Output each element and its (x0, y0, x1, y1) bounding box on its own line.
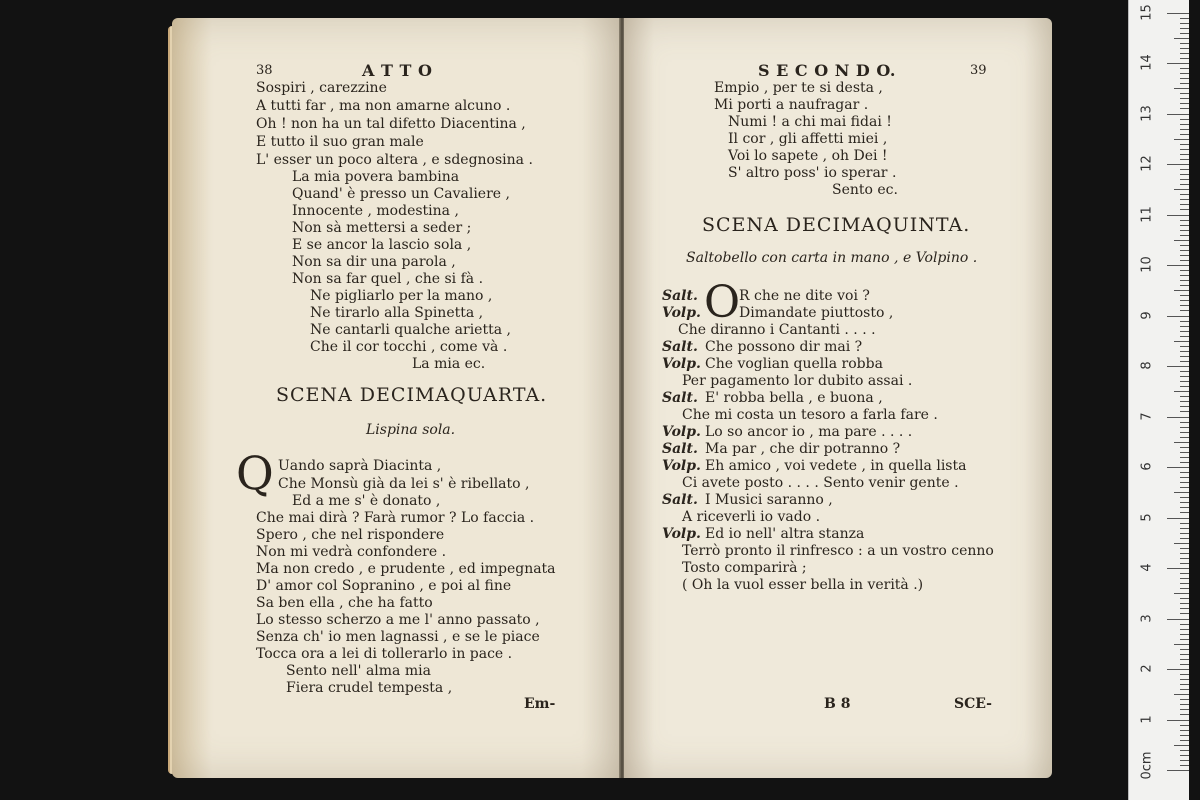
ruler-tick (1180, 548, 1189, 549)
left-line-4: E tutto il suo gran male (256, 134, 424, 150)
ruler-tick (1180, 482, 1189, 483)
ruler-tick (1174, 745, 1189, 746)
ruler-tick (1180, 68, 1189, 69)
ruler-number: 13 (1139, 104, 1155, 122)
dialogue-line (682, 577, 923, 594)
ruler-tick (1180, 149, 1189, 150)
ruler-tick (1167, 63, 1189, 64)
ruler-tick (1180, 603, 1189, 604)
ruler-number: 9 (1139, 310, 1155, 320)
ruler-tick (1167, 316, 1189, 317)
ruler-tick (1180, 709, 1189, 710)
ruler-tick (1167, 114, 1189, 115)
dialogue-text: Ed io nell' altra stanza (705, 526, 865, 542)
left-line-16: Che il cor tocchi , come và . (310, 339, 508, 355)
ruler-tick (1174, 593, 1189, 594)
ruler-number: 15 (1139, 3, 1155, 21)
drop-cap-q: Q (236, 446, 274, 500)
dialogue-text: Tosto comparirà ; (682, 560, 807, 576)
left-page-number: 38 (256, 63, 273, 78)
dialogue-text: Lo so ancor io , ma pare . . . . (705, 424, 913, 440)
left-line-12: Non sa far quel , che si fà . (292, 271, 484, 287)
dialogue-text: Che voglian quella robba (705, 356, 883, 372)
ruler-tick (1180, 432, 1189, 433)
ruler-tick (1174, 189, 1189, 190)
ruler-tick (1180, 159, 1189, 160)
ruler-tick (1180, 381, 1189, 382)
scale-ruler (1128, 0, 1189, 800)
ruler-number: 2 (1139, 664, 1155, 673)
ruler-number: 4 (1139, 563, 1155, 572)
ruler-tick (1180, 608, 1189, 609)
left-line-11: Non sa dir una parola , (292, 254, 456, 270)
ruler-tick (1180, 119, 1189, 120)
ruler-tick (1180, 704, 1189, 705)
ruler-tick (1180, 260, 1189, 261)
scene-title-quarta: SCENA DECIMAQUARTA. (276, 384, 548, 406)
speaker-label: Volp. (662, 458, 701, 474)
right-line-5: Voi lo sapete , oh Dei ! (728, 148, 888, 164)
right-page (624, 18, 1052, 778)
ruler-tick (1180, 295, 1189, 296)
ruler-tick (1180, 245, 1189, 246)
ruler-tick (1180, 583, 1189, 584)
ruler-tick (1174, 240, 1189, 241)
ruler-tick (1167, 770, 1189, 771)
ruler-tick (1180, 23, 1189, 24)
dialogue-text: Ci avete posto . . . . Sento venir gente . (682, 475, 959, 491)
ruler-tick (1180, 437, 1189, 438)
ruler-tick (1180, 659, 1189, 660)
ruler-tick (1180, 735, 1189, 736)
dialogue-text: ( Oh la vuol esser bella in verità .) (682, 577, 924, 593)
ruler-tick (1180, 679, 1189, 680)
dialogue-text: Dimandate piuttosto , (739, 305, 894, 321)
speaker-label: Salt. (662, 288, 698, 304)
drop-cap-o: O (704, 277, 741, 328)
ruler-tick (1174, 88, 1189, 89)
ruler-tick (1180, 553, 1189, 554)
ruler-tick (1180, 406, 1189, 407)
ruler-tick (1167, 518, 1189, 519)
right-line-4: Il cor , gli affetti miei , (728, 131, 888, 147)
ruler-tick (1180, 184, 1189, 185)
ruler-tick (1167, 467, 1189, 468)
ruler-tick (1180, 129, 1189, 130)
ruler-tick (1180, 573, 1189, 574)
ruler-tick (1180, 765, 1189, 766)
left-catchword: Em- (524, 696, 556, 712)
ruler-tick (1180, 613, 1189, 614)
open-book (172, 18, 1052, 778)
dialogue-text: Terrò pronto il rinfresco : a un vostro cenno (682, 543, 994, 559)
left-line-5: L' esser un poco altera , e sdegnosina . (256, 152, 533, 168)
ruler-tick (1180, 43, 1189, 44)
speaker-label: Salt. (662, 441, 698, 457)
left-line-6: La mia povera bambina (292, 169, 460, 185)
scene-subtitle-quinta: Saltobello con carta in mano , e Volpino . (686, 250, 978, 266)
ruler-tick (1180, 179, 1189, 180)
ruler-tick (1180, 326, 1189, 327)
ruler-tick (1180, 755, 1189, 756)
left-verse-6: Non mi vedrà confondere . (256, 544, 447, 560)
ruler-tick (1180, 533, 1189, 534)
ruler-tick (1180, 371, 1189, 372)
ruler-tick (1180, 169, 1189, 170)
ruler-tick (1180, 452, 1189, 453)
right-page-number: 39 (970, 63, 987, 78)
dialogue-line (682, 509, 820, 526)
dialogue-text: Ma par , che dir potranno ? (705, 441, 901, 457)
dialogue-line (662, 492, 833, 509)
ruler-tick (1180, 472, 1189, 473)
left-line-13: Ne pigliarlo per la mano , (310, 288, 493, 304)
ruler-tick (1180, 305, 1189, 306)
ruler-tick (1180, 714, 1189, 715)
ruler-tick (1180, 730, 1189, 731)
left-verse-12: Tocca ora a lei di tollerarlo in pace . (256, 646, 513, 662)
ruler-tick (1180, 48, 1189, 49)
ruler-number: 14 (1139, 54, 1155, 71)
speaker-label: Volp. (662, 356, 701, 372)
ruler-tick (1180, 93, 1189, 94)
ruler-tick (1180, 255, 1189, 256)
ruler-tick (1180, 512, 1189, 513)
ruler-tick (1174, 341, 1189, 342)
ruler-tick (1174, 391, 1189, 392)
speaker-label: Volp. (662, 526, 701, 542)
ruler-tick (1167, 164, 1189, 165)
ruler-number: 12 (1139, 155, 1155, 172)
ruler-tick (1180, 235, 1189, 236)
dialogue-text: Che mi costa un tesoro a farla fare . (682, 407, 938, 423)
ruler-tick (1180, 477, 1189, 478)
left-verse-14: Fiera crudel tempesta , (286, 680, 453, 696)
dialogue-line (662, 526, 864, 543)
ruler-tick (1180, 108, 1189, 109)
ruler-tick (1180, 624, 1189, 625)
ruler-tick (1167, 265, 1189, 266)
dialogue-line (682, 407, 938, 424)
ruler-tick (1180, 204, 1189, 205)
ruler-tick (1180, 199, 1189, 200)
ruler-tick (1180, 285, 1189, 286)
ruler-tick (1180, 53, 1189, 54)
left-verse-2: Che Monsù già da lei s' è ribellato , (278, 476, 530, 492)
scene-title-quinta: SCENA DECIMAQUINTA. (702, 214, 971, 236)
right-line-7: Sento ec. (832, 182, 898, 198)
ruler-tick (1180, 634, 1189, 635)
ruler-tick (1180, 103, 1189, 104)
ruler-tick (1167, 669, 1189, 670)
ruler-tick (1180, 674, 1189, 675)
dialogue-text: Per pagamento lor dubito assai . (682, 373, 913, 389)
ruler-tick (1180, 356, 1189, 357)
dialogue-text: A riceverli io vado . (682, 509, 821, 525)
ruler-tick (1180, 563, 1189, 564)
speaker-label: Volp. (662, 424, 701, 440)
ruler-tick (1180, 523, 1189, 524)
right-line-1: Empio , per te si desta , (714, 80, 883, 96)
ruler-tick (1180, 725, 1189, 726)
ruler-tick (1180, 346, 1189, 347)
left-verse-4: Che mai dirà ? Farà rumor ? Lo faccia . (256, 510, 535, 526)
left-line-17: La mia ec. (412, 356, 486, 372)
ruler-tick (1180, 760, 1189, 761)
dialogue-line (662, 288, 870, 305)
left-line-14: Ne tirarlo alla Spinetta , (310, 305, 484, 321)
speaker-label: Volp. (662, 305, 701, 321)
ruler-tick (1180, 487, 1189, 488)
ruler-tick (1180, 220, 1189, 221)
dialogue-text: Che possono dir mai ? (705, 339, 863, 355)
speaker-label: Salt. (662, 390, 698, 406)
ruler-tick (1180, 33, 1189, 34)
dialogue-text: Eh amico , voi vedete , in quella lista (705, 458, 967, 474)
dialogue-line (662, 390, 883, 407)
ruler-tick (1174, 694, 1189, 695)
dialogue-text: Che diranno i Cantanti . . . . (678, 322, 876, 338)
left-verse-5: Spero , che nel rispondere (256, 527, 445, 543)
ruler-tick (1180, 497, 1189, 498)
ruler-number: 6 (1139, 462, 1155, 471)
ruler-number: 3 (1139, 613, 1155, 623)
right-line-3: Numi ! a chi mai fidai ! (728, 114, 892, 130)
left-line-7: Quand' è presso un Cavaliere , (292, 186, 510, 202)
ruler-unit-label: 0cm (1139, 751, 1155, 780)
ruler-tick (1167, 619, 1189, 620)
left-line-3: Oh ! non ha un tal difetto Diacentina , (256, 116, 526, 132)
dialogue-line (662, 424, 912, 441)
ruler-tick (1180, 250, 1189, 251)
ruler-tick (1180, 396, 1189, 397)
right-line-2: Mi porti a naufragar . (714, 97, 869, 113)
left-line-9: Non sà mettersi a seder ; (292, 220, 472, 236)
ruler-tick (1180, 427, 1189, 428)
left-line-10: E se ancor la lascio sola , (292, 237, 472, 253)
ruler-tick (1174, 644, 1189, 645)
ruler-tick (1167, 417, 1189, 418)
ruler-tick (1180, 361, 1189, 362)
ruler-tick (1180, 528, 1189, 529)
ruler-tick (1167, 568, 1189, 569)
left-verse-1: Uando saprà Diacinta , (278, 458, 442, 474)
dialogue-text: I Musici saranno , (705, 492, 833, 508)
ruler-tick (1180, 18, 1189, 19)
ruler-number: 5 (1139, 512, 1155, 522)
left-running-head: A T T O (362, 61, 433, 80)
left-verse-13: Sento nell' alma mia (286, 663, 431, 679)
ruler-tick (1180, 422, 1189, 423)
ruler-tick (1180, 502, 1189, 503)
ruler-tick (1180, 386, 1189, 387)
right-running-head: S E C O N D O. (758, 61, 896, 80)
dialogue-line (682, 560, 807, 577)
ruler-tick (1180, 629, 1189, 630)
left-verse-10: Lo stesso scherzo a me l' anno passato , (256, 612, 540, 628)
ruler-tick (1167, 720, 1189, 721)
ruler-tick (1180, 462, 1189, 463)
dialogue-line (682, 543, 994, 560)
ruler-number: 1 (1139, 714, 1155, 724)
ruler-number: 11 (1139, 205, 1155, 223)
ruler-tick (1180, 174, 1189, 175)
ruler-tick (1180, 194, 1189, 195)
ruler-tick (1180, 740, 1189, 741)
left-line-2: A tutti far , ma non amarne alcuno . (256, 98, 511, 114)
ruler-tick (1180, 58, 1189, 59)
ruler-tick (1180, 321, 1189, 322)
ruler-tick (1180, 209, 1189, 210)
ruler-tick (1180, 280, 1189, 281)
ruler-number: 10 (1139, 256, 1155, 273)
dialogue-line (662, 305, 893, 322)
ruler-tick (1180, 401, 1189, 402)
scene-subtitle-quarta: Lispina sola. (366, 422, 456, 438)
left-line-15: Ne cantarli qualche arietta , (310, 322, 511, 338)
ruler-tick (1180, 507, 1189, 508)
dialogue-line (662, 458, 966, 475)
ruler-tick (1180, 598, 1189, 599)
ruler-tick (1180, 376, 1189, 377)
ruler-tick (1180, 447, 1189, 448)
ruler-tick (1180, 154, 1189, 155)
ruler-tick (1180, 351, 1189, 352)
ruler-tick (1180, 639, 1189, 640)
ruler-tick (1167, 215, 1189, 216)
right-catchword: SCE- (954, 696, 992, 712)
ruler-tick (1180, 411, 1189, 412)
ruler-tick (1180, 275, 1189, 276)
ruler-tick (1180, 649, 1189, 650)
ruler-tick (1167, 13, 1189, 14)
ruler-number: 7 (1139, 411, 1155, 421)
ruler-tick (1180, 699, 1189, 700)
ruler-tick (1180, 144, 1189, 145)
ruler-tick (1180, 538, 1189, 539)
dialogue-line (678, 322, 876, 339)
ruler-tick (1167, 366, 1189, 367)
dialogue-line (662, 356, 883, 373)
ruler-tick (1174, 139, 1189, 140)
dialogue-line (662, 339, 862, 356)
ruler-tick (1180, 230, 1189, 231)
left-verse-9: Sa ben ella , che ha fatto (256, 595, 433, 611)
ruler-tick (1180, 270, 1189, 271)
ruler-number: 8 (1139, 361, 1155, 370)
speaker-label: Salt. (662, 492, 698, 508)
ruler-tick (1180, 689, 1189, 690)
ruler-tick (1174, 38, 1189, 39)
left-verse-11: Senza ch' io men lagnassi , e se le piace (256, 629, 540, 645)
ruler-tick (1180, 558, 1189, 559)
dialogue-line (682, 373, 912, 390)
left-page (172, 18, 620, 778)
ruler-tick (1180, 457, 1189, 458)
ruler-tick (1180, 331, 1189, 332)
ruler-tick (1180, 98, 1189, 99)
ruler-tick (1180, 578, 1189, 579)
ruler-tick (1174, 492, 1189, 493)
left-line-1: Sospiri , carezzine (256, 80, 387, 96)
ruler-tick (1180, 78, 1189, 79)
ruler-tick (1180, 588, 1189, 589)
speaker-label: Salt. (662, 339, 698, 355)
ruler-tick (1180, 336, 1189, 337)
left-verse-7: Ma non credo , e prudente , ed impegnata (256, 561, 556, 577)
left-verse-8: D' amor col Sopranino , e poi al fine (256, 578, 512, 594)
ruler-tick (1180, 654, 1189, 655)
ruler-tick (1180, 300, 1189, 301)
left-verse-3: Ed a me s' è donato , (292, 493, 441, 509)
ruler-tick (1180, 750, 1189, 751)
ruler-tick (1180, 664, 1189, 665)
dialogue-line (682, 475, 959, 492)
ruler-tick (1180, 134, 1189, 135)
ruler-tick (1180, 83, 1189, 84)
ruler-tick (1180, 28, 1189, 29)
ruler-tick (1180, 73, 1189, 74)
ruler-tick (1174, 290, 1189, 291)
ruler-tick (1180, 124, 1189, 125)
ruler-tick (1180, 225, 1189, 226)
ruler-tick (1174, 442, 1189, 443)
dialogue-text: R che ne dite voi ? (739, 288, 870, 304)
dialogue-line (662, 441, 900, 458)
signature-mark: B 8 (824, 696, 851, 712)
dialogue-text: E' robba bella , e buona , (705, 390, 883, 406)
right-line-6: S' altro poss' io sperar . (728, 165, 897, 181)
left-line-8: Innocente , modestina , (292, 203, 459, 219)
ruler-tick (1174, 543, 1189, 544)
ruler-tick (1180, 310, 1189, 311)
ruler-tick (1180, 684, 1189, 685)
